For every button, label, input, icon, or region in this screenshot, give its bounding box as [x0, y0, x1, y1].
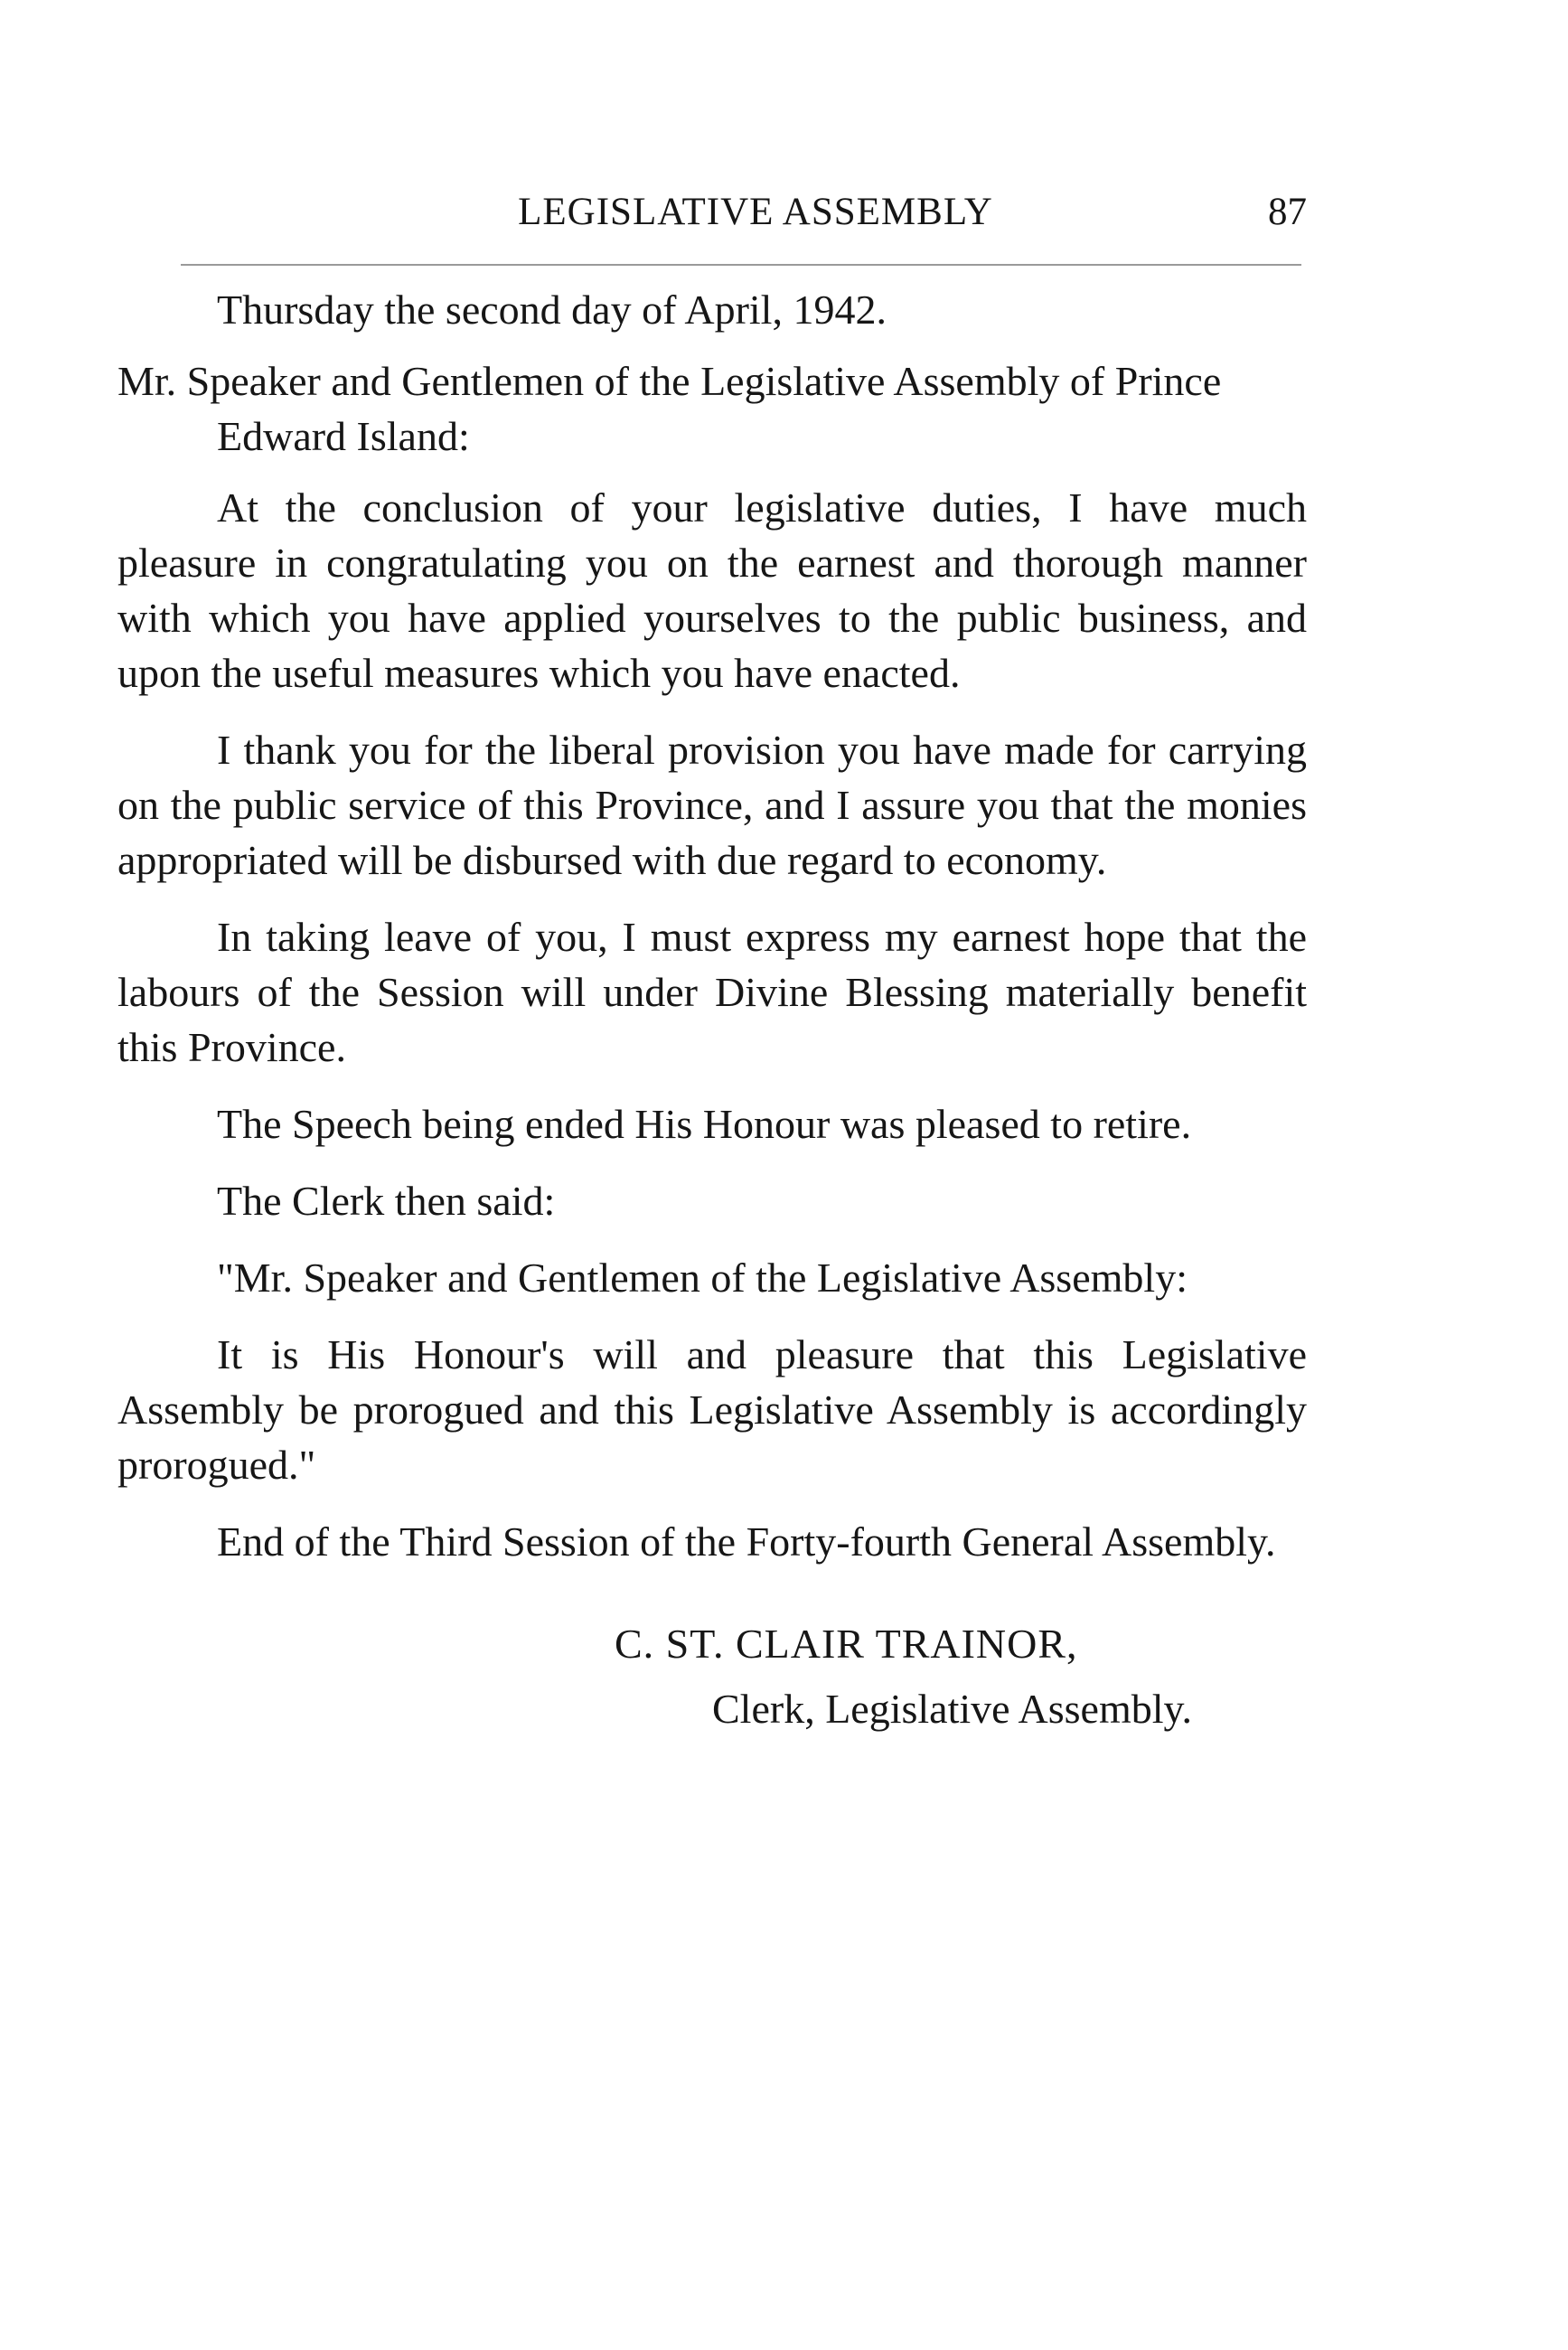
paragraph-thanks: I thank you for the liberal provision you have made for carrying on the public service of this Province, and I assure you that the monies appropriated will be disbursed with due regard to economy.: [117, 727, 1307, 883]
paragraph-prorogation: It is His Honour's will and pleasure that this Legislative Assembly be prorogued and this Legislative Assembly is accordingly prorogued.": [117, 1331, 1307, 1488]
paragraph-farewell: In taking leave of you, I must express my earnest hope that the labours of the Session will under Divine Blessing materially benefit this Province.: [117, 914, 1307, 1070]
paragraph-end-session: End of the Third Session of the Forty-fourth General Assembly.: [217, 1518, 1276, 1565]
page-number: 87: [1268, 191, 1307, 233]
running-title: LEGISLATIVE ASSEMBLY: [518, 191, 993, 233]
paragraph-clerk-address: "Mr. Speaker and Gentlemen of the Legislative Assembly:: [217, 1255, 1188, 1301]
address-line: Mr. Speaker and Gentlemen of the Legislative Assembly of Prince Edward Island:: [117, 358, 1222, 459]
running-head: [204, 190, 1307, 244]
signature-block: [615, 1620, 1338, 1764]
signatory-title: Clerk, Legislative Assembly.: [712, 1686, 1193, 1732]
paragraph-speech-ended: The Speech being ended His Honour was pleased to retire.: [217, 1101, 1192, 1147]
paragraph-clerk-said: The Clerk then said:: [217, 1178, 556, 1224]
date-line: Thursday the second day of April, 1942.: [217, 287, 887, 333]
header-rule: [181, 264, 1301, 266]
body-text: [117, 282, 1307, 1591]
signatory-name: C. ST. CLAIR TRAINOR,: [615, 1621, 1078, 1667]
paragraph-conclusion: At the conclusion of your legislative duties, I have much pleasure in congratulating you on the earnest and thorough manner with which you have applied yourselves to the public business, and upon the useful measures which you have enacted.: [117, 484, 1307, 696]
